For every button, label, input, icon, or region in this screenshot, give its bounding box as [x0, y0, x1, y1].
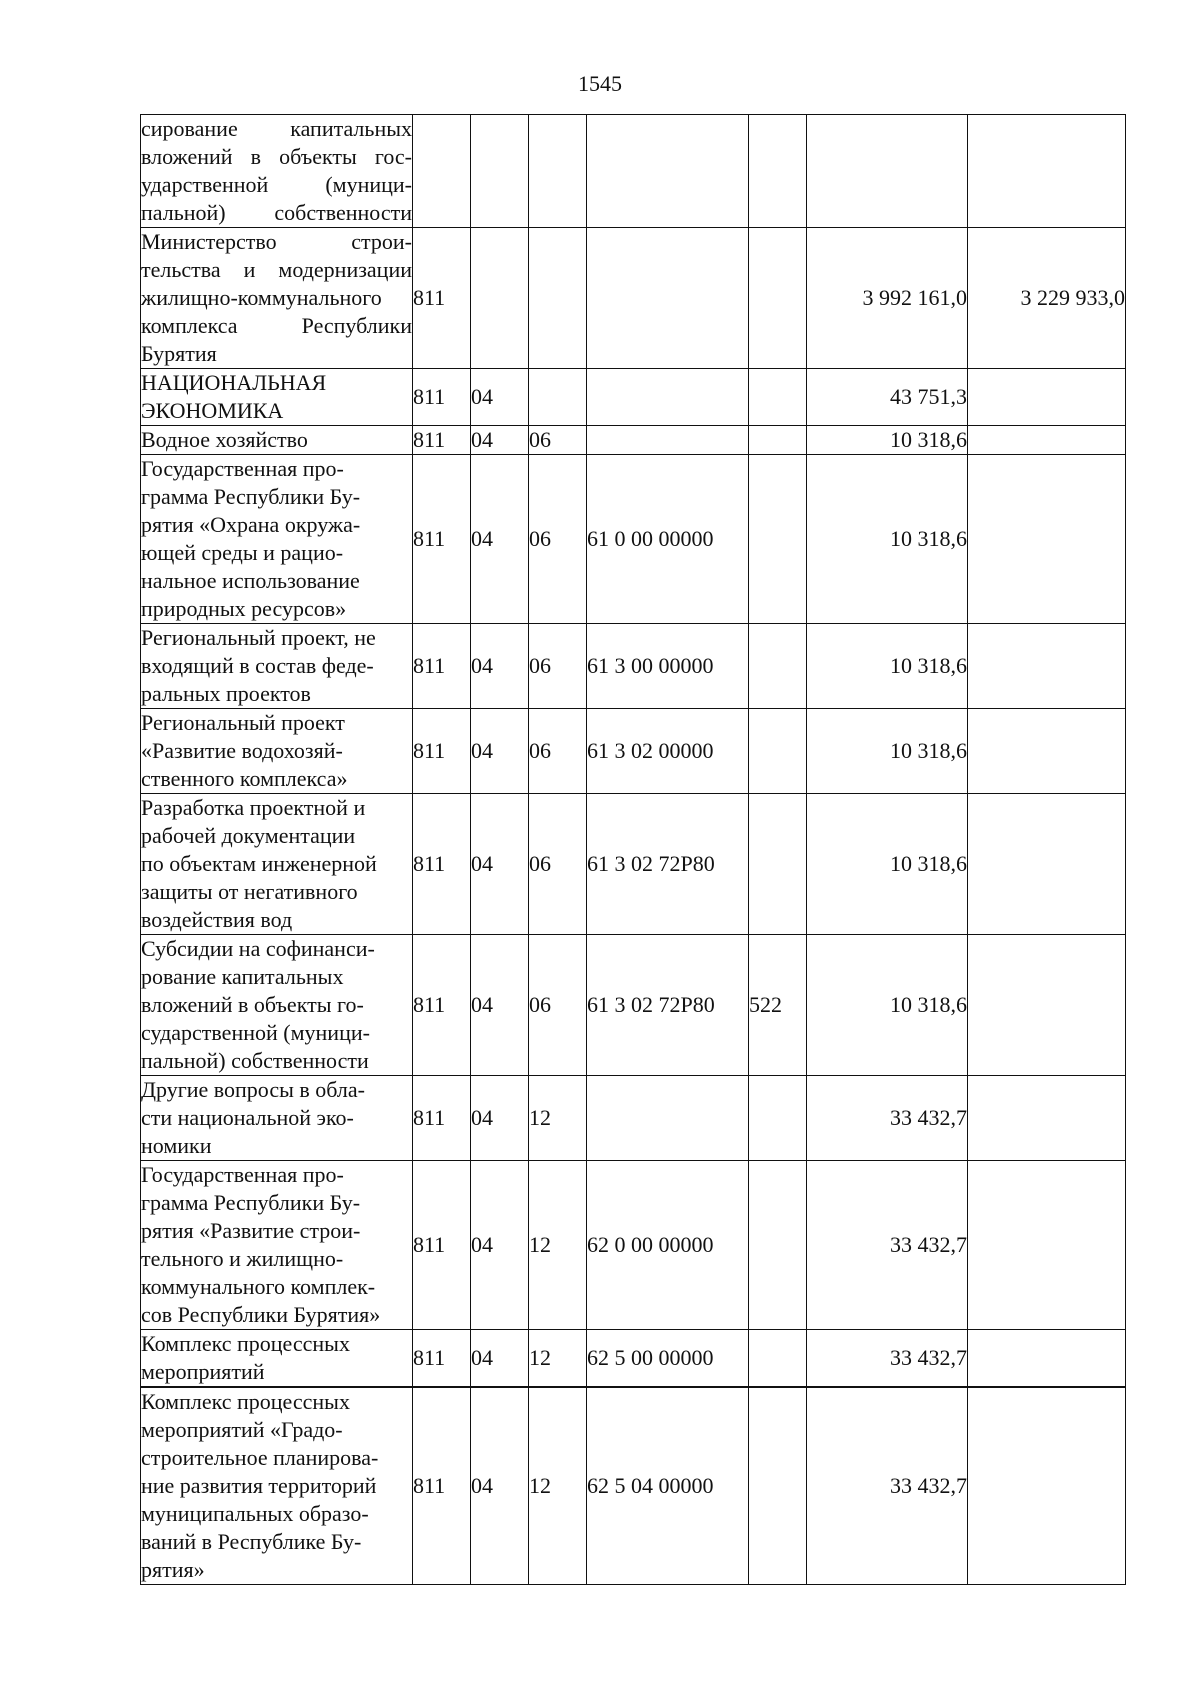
sum-2025: 3 229 933,0 — [968, 228, 1126, 369]
vr-code — [749, 426, 807, 455]
rz-code: 04 — [471, 1330, 529, 1388]
gr-code: 811 — [413, 1330, 471, 1388]
csr-code: 61 3 02 72Р80 — [587, 935, 749, 1076]
table-row — [141, 426, 1126, 455]
table-row — [141, 1076, 1126, 1161]
vr-code — [749, 228, 807, 369]
vr-code: 522 — [749, 935, 807, 1076]
csr-code: 61 0 00 00000 — [587, 455, 749, 624]
sum-2024: 33 432,7 — [807, 1330, 968, 1388]
vr-code — [749, 624, 807, 709]
row-description: Комплекс процессных мероприятий «Градо- строительное планирова- ние развития территорий муниципальных образо- ваний в Республике Бу- рятия» — [141, 1387, 413, 1585]
sum-2025 — [968, 1330, 1126, 1388]
rz-code — [471, 228, 529, 369]
rz-code: 04 — [471, 935, 529, 1076]
pr-code — [529, 369, 587, 426]
pr-code: 12 — [529, 1387, 587, 1585]
pr-code: 06 — [529, 426, 587, 455]
sum-2024 — [807, 115, 968, 228]
pr-code: 06 — [529, 709, 587, 794]
csr-code — [587, 369, 749, 426]
rz-code: 04 — [471, 369, 529, 426]
sum-2025 — [968, 115, 1126, 228]
gr-code: 811 — [413, 455, 471, 624]
vr-code — [749, 709, 807, 794]
table-row — [141, 794, 1126, 935]
pr-code: 06 — [529, 624, 587, 709]
sum-2025 — [968, 794, 1126, 935]
vr-code — [749, 794, 807, 935]
rz-code: 04 — [471, 1076, 529, 1161]
pr-code — [529, 228, 587, 369]
sum-2025 — [968, 1076, 1126, 1161]
pr-code: 12 — [529, 1076, 587, 1161]
table-row — [141, 709, 1126, 794]
sum-2025 — [968, 426, 1126, 455]
row-description: Региональный проект, не входящий в состав феде- ральных проектов — [141, 624, 413, 709]
budget-table — [140, 114, 1126, 1585]
row-description: Региональный проект «Развитие водохозяй- ственного комплекса» — [141, 709, 413, 794]
gr-code — [413, 115, 471, 228]
csr-code: 62 5 00 00000 — [587, 1330, 749, 1388]
table-row — [141, 228, 1126, 369]
csr-code: 61 3 02 00000 — [587, 709, 749, 794]
gr-code: 811 — [413, 1387, 471, 1585]
gr-code: 811 — [413, 935, 471, 1076]
rz-code — [471, 115, 529, 228]
gr-code: 811 — [413, 426, 471, 455]
sum-2025 — [968, 1387, 1126, 1585]
vr-code — [749, 369, 807, 426]
rz-code: 04 — [471, 794, 529, 935]
vr-code — [749, 1076, 807, 1161]
table-row — [141, 624, 1126, 709]
rz-code: 04 — [471, 455, 529, 624]
sum-2025 — [968, 709, 1126, 794]
gr-code: 811 — [413, 228, 471, 369]
csr-code — [587, 426, 749, 455]
row-description: Комплекс процессных мероприятий — [141, 1330, 413, 1388]
vr-code — [749, 1161, 807, 1330]
csr-code: 62 0 00 00000 — [587, 1161, 749, 1330]
row-description: Государственная про- грамма Республики Бу- рятия «Охрана окружа- ющей среды и рацио- нальное использование природных ресурсов» — [141, 455, 413, 624]
gr-code: 811 — [413, 624, 471, 709]
row-description: сирование капитальных вложений в объекты гос- ударственной (муници- пальной) собственности — [141, 115, 413, 228]
sum-2024: 10 318,6 — [807, 624, 968, 709]
vr-code — [749, 1387, 807, 1585]
table-row — [141, 935, 1126, 1076]
gr-code: 811 — [413, 369, 471, 426]
rz-code: 04 — [471, 624, 529, 709]
table-row — [141, 455, 1126, 624]
pr-code — [529, 115, 587, 228]
table-row — [141, 1161, 1126, 1330]
csr-code — [587, 115, 749, 228]
sum-2024: 43 751,3 — [807, 369, 968, 426]
sum-2025 — [968, 369, 1126, 426]
rz-code: 04 — [471, 1161, 529, 1330]
sum-2025 — [968, 624, 1126, 709]
page-number: 1545 — [578, 71, 622, 96]
pr-code: 12 — [529, 1161, 587, 1330]
sum-2024: 10 318,6 — [807, 709, 968, 794]
table-row — [141, 369, 1126, 426]
sum-2024: 10 318,6 — [807, 455, 968, 624]
row-description: НАЦИОНАЛЬНАЯ ЭКОНОМИКА — [141, 369, 413, 426]
sum-2025 — [968, 1161, 1126, 1330]
rz-code: 04 — [471, 709, 529, 794]
gr-code: 811 — [413, 1076, 471, 1161]
pr-code: 06 — [529, 794, 587, 935]
rz-code: 04 — [471, 1387, 529, 1585]
gr-code: 811 — [413, 709, 471, 794]
sum-2025 — [968, 935, 1126, 1076]
pr-code: 06 — [529, 455, 587, 624]
row-description: Разработка проектной и рабочей документации по объектам инженерной защиты от негативного воздействия вод — [141, 794, 413, 935]
csr-code: 62 5 04 00000 — [587, 1387, 749, 1585]
row-description: Министерство строи- тельства и модернизации жилищно-коммунального комплекса Республики Бурятия — [141, 228, 413, 369]
sum-2024: 3 992 161,0 — [807, 228, 968, 369]
sum-2024: 33 432,7 — [807, 1387, 968, 1585]
row-description: Водное хозяйство — [141, 426, 413, 455]
table-row — [141, 1387, 1126, 1585]
csr-code: 61 3 02 72Р80 — [587, 794, 749, 935]
gr-code: 811 — [413, 1161, 471, 1330]
rz-code: 04 — [471, 426, 529, 455]
vr-code — [749, 115, 807, 228]
sum-2025 — [968, 455, 1126, 624]
row-description: Государственная про- грамма Республики Бу- рятия «Развитие строи- тельного и жилищно- коммунального комплек- сов Республики Бурятия» — [141, 1161, 413, 1330]
sum-2024: 10 318,6 — [807, 426, 968, 455]
sum-2024: 10 318,6 — [807, 794, 968, 935]
row-description: Другие вопросы в обла- сти национальной эко- номики — [141, 1076, 413, 1161]
csr-code — [587, 228, 749, 369]
sum-2024: 33 432,7 — [807, 1161, 968, 1330]
table-row — [141, 115, 1126, 228]
pr-code: 06 — [529, 935, 587, 1076]
csr-code: 61 3 00 00000 — [587, 624, 749, 709]
vr-code — [749, 1330, 807, 1388]
table-row — [141, 1330, 1126, 1388]
csr-code — [587, 1076, 749, 1161]
row-description: Субсидии на софинанси- рование капитальных вложений в объекты го- сударственной (муници- пальной) собственности — [141, 935, 413, 1076]
gr-code: 811 — [413, 794, 471, 935]
vr-code — [749, 455, 807, 624]
sum-2024: 33 432,7 — [807, 1076, 968, 1161]
sum-2024: 10 318,6 — [807, 935, 968, 1076]
pr-code: 12 — [529, 1330, 587, 1388]
